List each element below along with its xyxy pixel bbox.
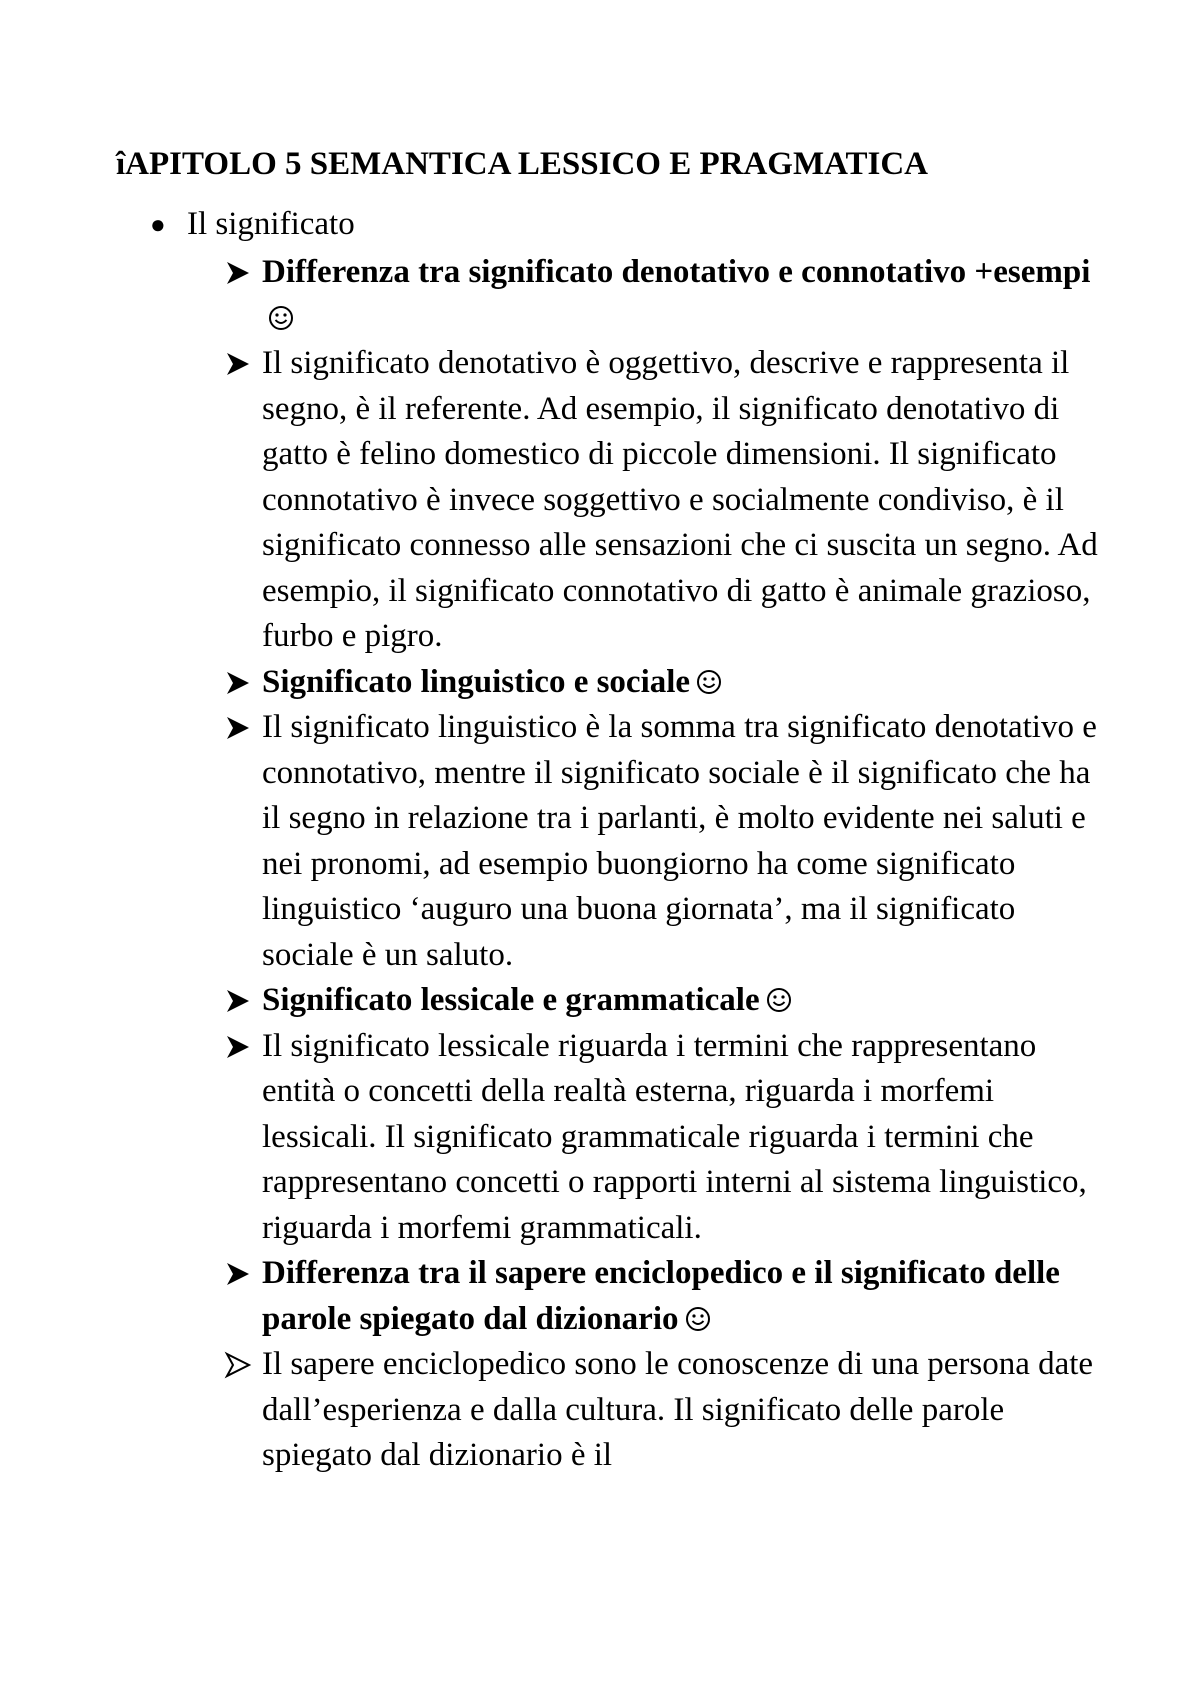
list-item xyxy=(222,705,1102,978)
list-item xyxy=(222,341,1102,660)
list-item-content: Il sapere enciclopedico sono le conoscenze di una persona date dall’esperienza e dalla cultura. Il significato delle parole spiegato dal dizionario è il xyxy=(262,1346,1094,1473)
list-item-content: Differenza tra il sapere enciclopedico e il significato delle parole spiegato dal dizionario xyxy=(262,1255,1060,1337)
list-item-content: Significato lessicale e grammaticale xyxy=(262,982,760,1018)
section-bullet-text: Il significato xyxy=(187,206,355,242)
list-item-text xyxy=(262,1342,1102,1479)
bullet-icon: ● xyxy=(150,210,166,239)
list-item xyxy=(222,1342,1102,1479)
list-item-content: Significato linguistico e sociale xyxy=(262,663,691,700)
list-item-content: Differenza tra significato denotativo e connotativo +esempi xyxy=(262,254,1091,290)
arrow-bullet-icon xyxy=(224,259,252,287)
arrow-bullet-icon xyxy=(224,1260,252,1288)
list-item-content: Il significato linguistico è la somma tra significato denotativo e connotativo, mentre il significato sociale è il significato che ha il segno in relazione tra i parlanti, è molto evidente nei saluti e nei pronomi, ad esempio buongiorno ha come significato linguistico ‘auguro una buona giornata’, ma il significato sociale è un saluto. xyxy=(262,709,1097,973)
list-item-text xyxy=(262,1024,1102,1252)
list-item-text xyxy=(262,660,1102,706)
arrow-bullet-icon xyxy=(224,669,252,697)
list-item-heading xyxy=(222,978,1102,1024)
arrow-bullet-icon xyxy=(224,350,252,378)
list-item-heading xyxy=(222,660,1102,706)
smiley-icon xyxy=(268,305,294,331)
list-item-content: Il significato denotativo è oggettivo, descrive e rappresenta il segno, è il referente. Ad esempio, il significato denotativo di gatto è felino domestico di piccole dimensioni. Il significato connotativo è invece soggettivo e socialmente condiviso, è il significato connesso alle sensazioni che ci suscita un segno. Ad esempio, il significato connotativo di gatto è animale grazioso, furbo e pigro. xyxy=(262,345,1098,654)
smiley-icon xyxy=(685,1306,711,1332)
list-item-text xyxy=(262,341,1102,660)
list-item-text xyxy=(262,705,1102,978)
list-item-text xyxy=(262,250,1102,341)
list-item-text xyxy=(262,978,1102,1024)
arrow-bullet-icon xyxy=(224,1033,252,1061)
list-item-content: Il significato lessicale riguarda i termini che rappresentano entità o concetti della realtà esterna, riguarda i morfemi lessicali. Il significato grammaticale riguarda i termini che rappresentano concetti o rapporti interni al sistema linguistico, riguarda i morfemi grammaticali. xyxy=(262,1027,1087,1246)
arrow-bullet-icon xyxy=(224,987,252,1015)
list-item-heading xyxy=(222,250,1102,341)
arrow-list xyxy=(222,250,1102,1479)
arrow-bullet-icon xyxy=(224,714,252,742)
arrow-outline-bullet-icon xyxy=(224,1351,252,1379)
list-item-text xyxy=(262,1251,1102,1342)
list-item xyxy=(222,1024,1102,1252)
list-item-heading xyxy=(222,1251,1102,1342)
chapter-title: îAPITOLO 5 SEMANTICA LESSICO E PRAGMATICA xyxy=(116,146,928,182)
smiley-icon xyxy=(766,987,792,1013)
smiley-icon xyxy=(696,669,722,695)
